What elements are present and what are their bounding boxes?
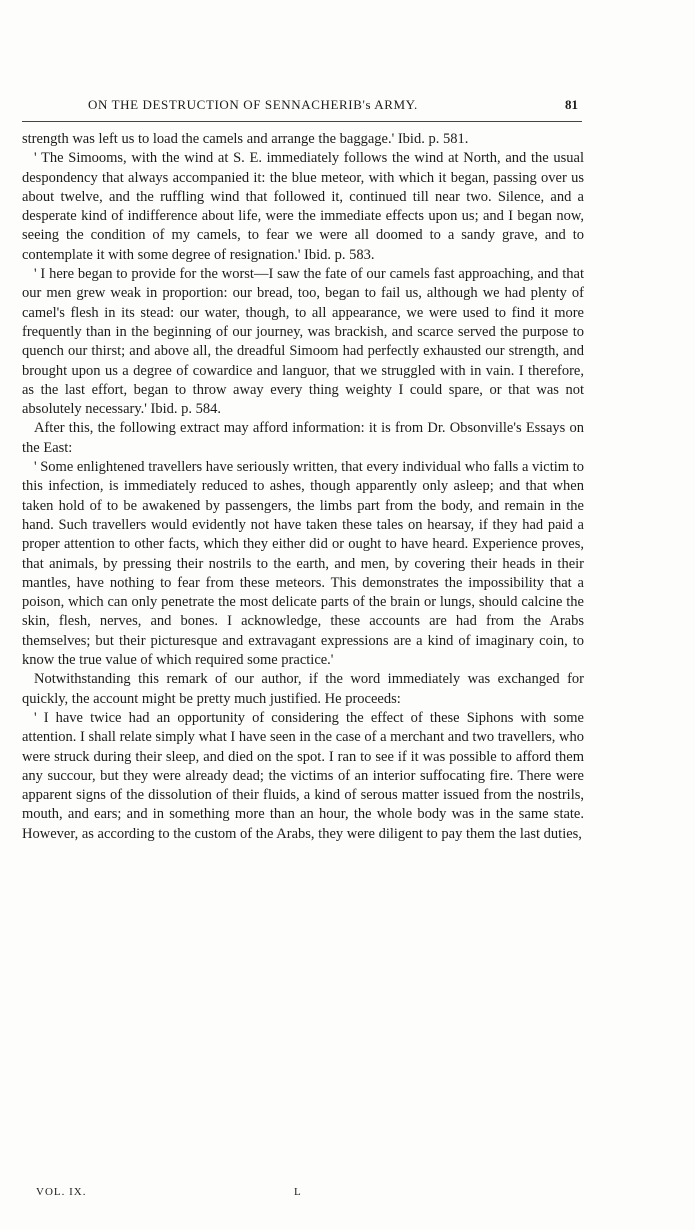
paragraph: Notwithstanding this remark of our author, if the word immediately was exchanged for quickly, the account might be pretty much justified. He proceeds:	[22, 671, 584, 707]
body-text	[22, 130, 584, 844]
paragraph: ' Some enlightened travellers have seriously written, that every individual who falls a victim to this infection, is immediately reduced to ashes, though apparently only asleep; and that when taken hold of to be awakened by passengers, the limbs part from the body, and remain in the hand. Such travellers would evidently not have taken these tales on hearsay, if they had paid a proper attention to other facts, which they either did or ought to have heard. Experience proves, that animals, by pressing their nostrils to the earth, and men, by covering their heads in their mantles, have nothing to fear from these meteors. This demonstrates the impossibility that a poison, which can only penetrate the most delicate parts of the brain or lungs, should calcine the skin, flesh, nerves, and bones. I acknowledge, these accounts are had from the Arabs themselves; but their picturesque and extravagant expressions are a kind of imaginary coin, to know the true value of which required some practice.'	[22, 459, 584, 669]
page-footer	[36, 1186, 336, 1198]
page-number: 81	[565, 97, 578, 112]
volume-label: VOL. IX.	[36, 1186, 87, 1198]
paragraph: strength was left us to load the camels and arrange the baggage.' Ibid. p. 581.	[22, 131, 469, 147]
paragraph: ' I have twice had an opportunity of considering the effect of these Siphons with some attention. I shall relate simply what I have seen in the case of a merchant and two travellers, who were struck during their sleep, and died on the spot. I ran to see if it was possible to afford them any succour, but they were already dead; the victims of an interior suffocating fire. There were apparent signs of the dissolution of their fluids, a kind of serous matter issued from the nostrils, mouth, and ears; and in something more than an hour, the whole body was in the same state. However, as according to the custom of the Arabs, they were diligent to pay them the last duties,	[22, 709, 584, 842]
paragraph: ' I here began to provide for the worst—I saw the fate of our camels fast approaching, and that our men grew weak in proportion: our bread, too, began to fail us, although we had plenty of camel's flesh in its stead: our water, though, to all appearance, we were used to find it more frequently than in the beginning of our journey, was brackish, and scarce served the purpose to quench our thirst; and above all, the dreadful Simoom had perfectly exhausted our strength, and brought upon us a degree of cowardice and languor, that we struggled with in vain. I therefore, as the last effort, began to throw away every thing weighty I could spare, or that was not absolutely necessary.' Ibid. p. 584.	[22, 266, 584, 418]
header-rule	[22, 121, 582, 122]
running-title: ON THE DESTRUCTION OF SENNACHERIB's ARMY.	[88, 97, 418, 112]
signature-mark: L	[294, 1186, 302, 1198]
paragraph: After this, the following extract may afford information: it is from Dr. Obsonville's Essays on the East:	[22, 420, 584, 456]
running-header	[88, 97, 578, 113]
paragraph: ' The Simooms, with the wind at S. E. immediately follows the wind at North, and the usual despondency that always accompanied it: the blue meteor, with which it began, passing over us about twelve, and the ruffling wind that followed it, continued till near two. Silence, and a desperate kind of indifference about life, were the immediate effects upon us; and I began now, seeing the condition of my camels, to fear we were all doomed to a sandy grave, and to contemplate it with some degree of resignation.' Ibid. p. 583.	[22, 150, 584, 263]
